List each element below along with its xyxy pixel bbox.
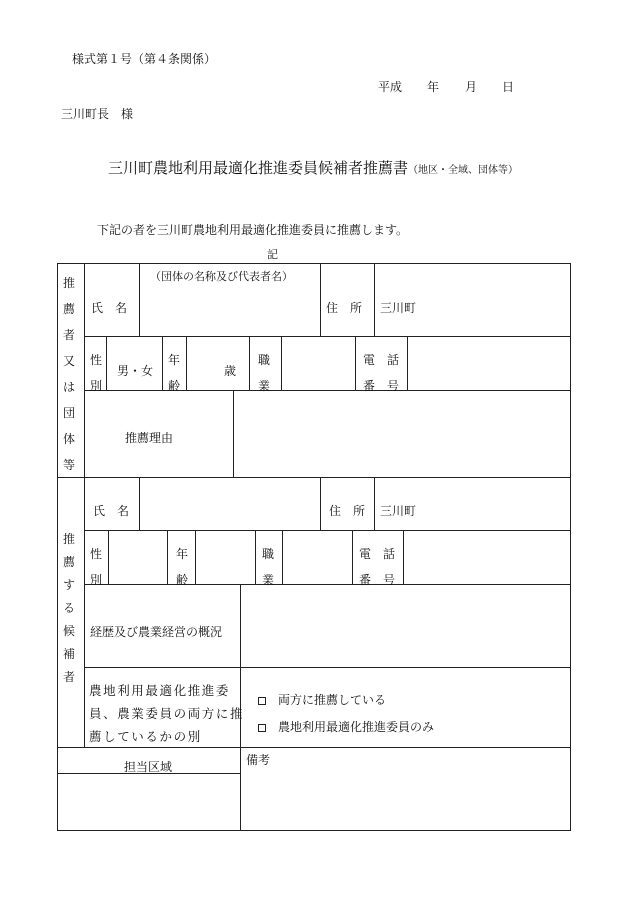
candidate-address-label: 住 所 <box>329 504 366 518</box>
date-month: 月 <box>465 80 478 94</box>
recommender-sex-value: 男・女 <box>117 364 154 378</box>
candidate-section-label <box>63 528 75 689</box>
recommender-age-unit: 歳 <box>224 364 237 378</box>
recommender-sex-label: 性 別 <box>90 353 103 393</box>
career-label: 経歴及び農業経営の概況 <box>90 625 223 639</box>
date-era: 平成 <box>378 80 403 94</box>
dual-recommendation-label: 農地利用最適化推進委 員、農業委員の両方に推 薦しているかの別 <box>89 683 245 744</box>
ki-label: 記 <box>267 248 278 261</box>
vertical-char: 団 <box>63 406 76 420</box>
document-title <box>108 157 518 178</box>
vertical-char: 又 <box>63 354 76 368</box>
vertical-char: 薦 <box>63 302 76 316</box>
vertical-char: 補 <box>63 647 76 661</box>
intro-text: 下記の者を三川町農地利用最適化推進委員に推薦します。 <box>97 223 409 237</box>
vertical-char: 体 <box>63 432 76 446</box>
vertical-char: 等 <box>63 458 76 472</box>
vertical-char: 候 <box>63 624 76 638</box>
title-main: 三川町農地利用最適化推進委員候補者推薦書 <box>108 159 409 177</box>
option-promotion-only[interactable]: 農地利用最適化推進委員のみ <box>258 718 434 735</box>
checkbox-icon[interactable] <box>258 697 266 705</box>
title-sub: （地区・全域、団体等） <box>408 165 519 176</box>
remarks-label: 備考 <box>246 753 271 767</box>
candidate-age-label: 年 齢 <box>176 547 189 587</box>
candidate-sex-label: 性 別 <box>90 547 103 587</box>
vertical-char: 者 <box>63 328 76 342</box>
recommender-phone-label: 電 話 番 号 <box>363 353 400 393</box>
recommender-address-label: 住 所 <box>326 301 363 315</box>
recommender-address-value: 三川町 <box>380 301 417 315</box>
vertical-char: 薦 <box>63 555 76 569</box>
recommender-job-label: 職 業 <box>258 353 271 393</box>
group-name-note: （団体の名称及び代表者名） <box>150 270 293 283</box>
candidate-phone-label: 電 話 番 号 <box>359 547 396 587</box>
vertical-char: 推 <box>63 276 76 290</box>
candidate-job-label: 職 業 <box>262 547 275 587</box>
vertical-char: は <box>63 380 76 394</box>
form-number: 様式第１号（第４条関係） <box>72 52 217 66</box>
vertical-char: 者 <box>63 670 76 684</box>
addressee: 三川町長 様 <box>61 107 134 121</box>
candidate-address-value: 三川町 <box>380 504 417 518</box>
area-label: 担当区域 <box>124 760 173 774</box>
recommender-section-label <box>63 270 75 478</box>
vertical-char: 推 <box>63 532 76 546</box>
date-year: 年 <box>427 80 440 94</box>
vertical-char: す <box>63 578 76 592</box>
recommendation-reason-label: 推薦理由 <box>125 431 174 445</box>
candidate-name-label: 氏 名 <box>93 504 130 518</box>
vertical-char: る <box>63 601 76 615</box>
recommender-name-label: 氏 名 <box>91 301 128 315</box>
option-both[interactable]: 両方に推薦している <box>258 691 386 708</box>
date-day: 日 <box>502 80 515 94</box>
recommender-age-label: 年 齢 <box>168 353 181 393</box>
checkbox-icon[interactable] <box>258 724 266 732</box>
